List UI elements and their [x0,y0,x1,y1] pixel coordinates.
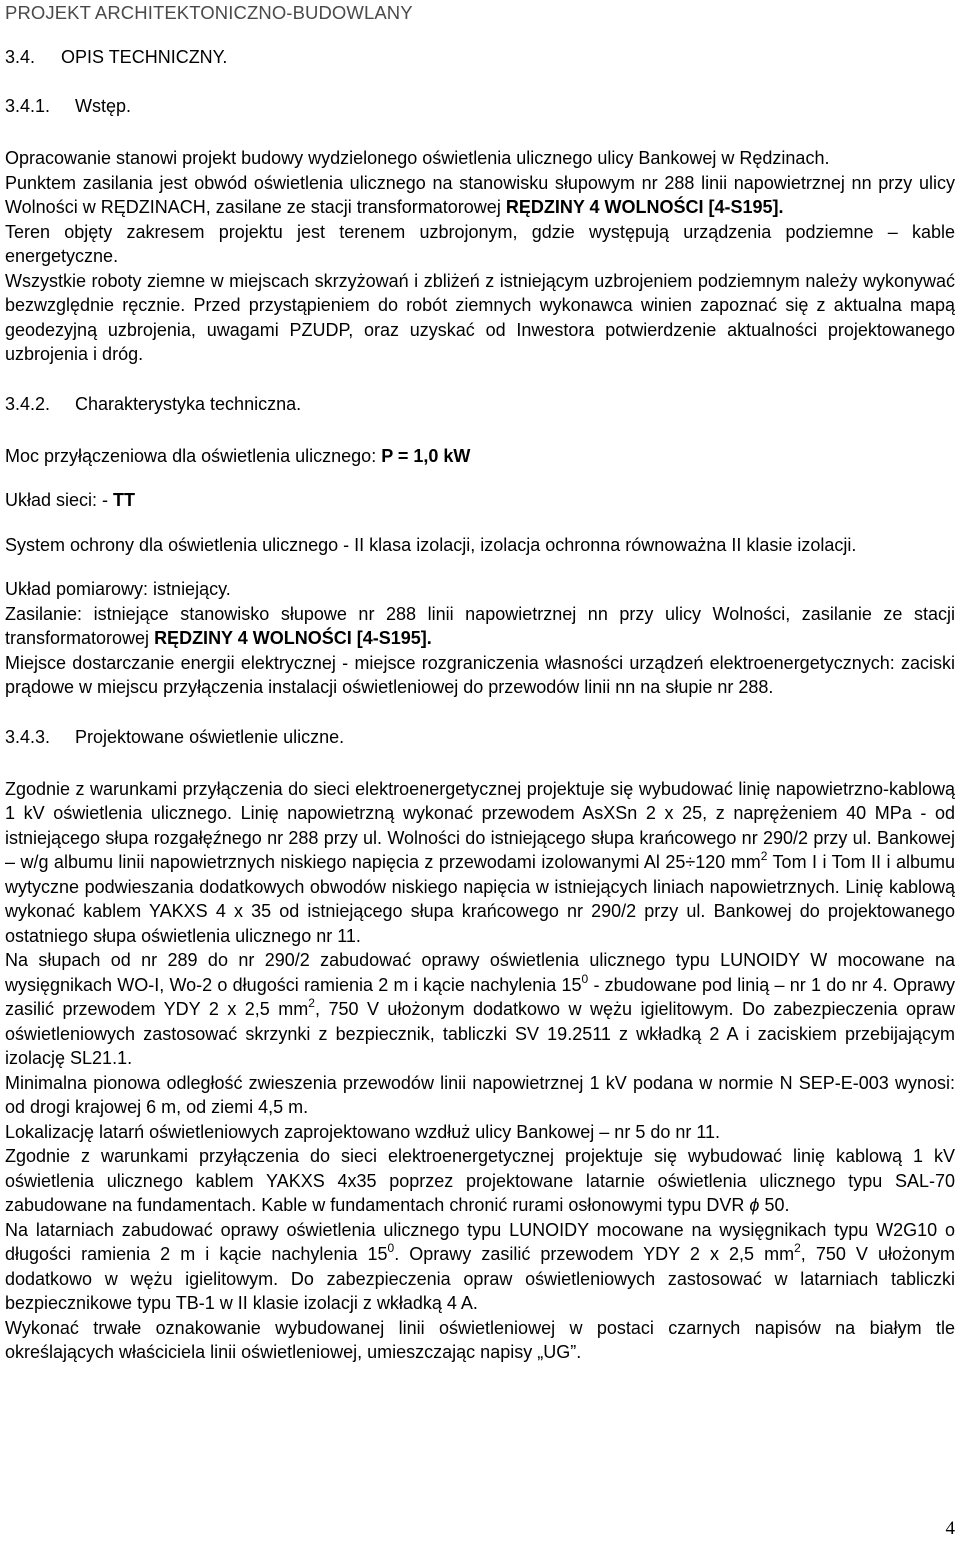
network-label: Układ sieci: - [5,490,114,510]
project-paragraph-2 [5,948,955,1071]
p2-text-c: , 750 V ułożonym dodatkowo w wężu igielitowym. Do zabezpieczenia opraw oświetleniowych zastosować skrzynki z bezpiecznik, tabliczki SV 19.2511 z wkładką 2 A i zaciskiem przebijającym izolację SL21.1. [5,999,956,1068]
project-paragraph-1 [5,777,955,949]
intro-p2-station: RĘDZINY 4 WOLNOŚCI [4-S195]. [505,197,784,217]
section-number: 3.4. [5,47,36,67]
p1-text-a: Zgodnie z warunkami przyłączenia do sieci elektroenergetycznej projektuje się wybudować linię napowietrzno-kablową 1 kV oświetlenia ulicznego. Linię napowietrzną wykonać przewodem AsXSn 2 x 25, z naprężeniem 40 MPa - od istniejącego słupa rozgałęźnego nr 288 przy ul. Wolności do istniejącego słupa krańcowego nr 290/2 przy ul. Bankowej – w/g albumu linii napowietrznych niskiego napięcia z przewodami izolowanymi Al 25 [5,778,955,872]
power-label: Moc przyłączeniowa dla oświetlenia ulicznego: [5,445,382,466]
power-value: P = 1,0 kW [381,445,471,466]
section-title: Projektowane oświetlenie uliczne. [75,726,345,747]
section-heading-3-4 [5,45,955,69]
intro-paragraph-4: Wszystkie roboty ziemne w miejscach skrzyżowań i zbliżeń z istniejącym uzbrojeniem podziemnym należy wykonywać bezwzględnie ręcznie. Przed przystąpieniem do robót ziemnych wykonawca winien zapoznać się z aktualna mapą geodezyjną uzbrojenia, uwagami PZUDP, oraz uzyskać od Inwestora potwierdzenie aktualności projektowanego uzbrojenia i dróg. [5,270,955,364]
network-line [5,488,955,513]
p1-text-c: Tom I i Tom II i albumu wytyczne podwieszania dodatkowych obwodów niskiego napięcia w istniejących liniach napowietrznych. Linię kablową wykonać kablem YAKXS 4 x 35 od istniejącego słupa krańcowego nr 290/2 przy ul. Bankowej do projektowanego ostatniego słupa oświetlenia ulicznego nr 11. [5,852,956,946]
section-heading-3-4-2 [5,392,955,416]
section-number: 3.4.2. [5,393,51,414]
p6-text-c: , 750 V ułożonym dodatkowo w wężu igielitowym. Do zabezpieczenia opraw oświetleniowych zastosować w latarniach tabliczki bezpiecznikowe typu TB-1 w II klasie izolacji z wkładką 4 A. [5,1244,956,1313]
p6-text-b: . Oprawy zasilić przewodem YDY 2 x 2,5 mm [394,1244,795,1264]
intro-paragraph-2 [5,171,955,220]
project-paragraph-6 [5,1218,955,1316]
section-heading-3-4-3 [5,725,955,749]
intro-paragraph-1: Opracowanie stanowi projekt budowy wydzielonego oświetlenia ulicznego ulicy Bankowej w Rędzinach. [5,148,830,168]
supply-text: Zasilanie: istniejące stanowisko słupowe nr 288 linii napowietrznej nn przy ulicy Wolności, zasilanie ze stacji transformatorowej [5,603,955,648]
page-number: 4 [945,1518,955,1539]
project-paragraph-3: Minimalna pionowa odległość zwieszenia przewodów linii napowietrznej 1 kV podana w normie N SEP-E-003 wynosi: od drogi krajowej 6 m, od ziemi 4,5 m. [5,1072,955,1117]
section-heading-3-4-1 [5,94,955,118]
delivery-paragraph: Miejsce dostarczanie energii elektrycznej - miejsce rozgraniczenia własności urządzeń elektroenergetycznych: zaciski prądowe w miejscu przyłączenia instalacji oświetleniowej do przewodów linii nn na słupie nr 288. [5,652,955,697]
p6-superscript-2: 2 [794,1241,801,1255]
p2-superscript-2: 2 [308,996,315,1010]
p5-text-a: Zgodnie z warunkami przyłączenia do sieci elektroenergetycznej projektuje się wybudować linię kablową 1 kV oświetlenia ulicznego kablem YAKXS 4x35 poprzez projektowane latarnie oświetlenia ulicznego typu SAL-70 zabudowane na fundamentach. Kable w fundamentach chronić rurami osłonowymi typu DVR [5,1146,955,1215]
section-title: Wstęp. [75,96,132,116]
running-header: PROJEKT ARCHITEKTONICZNO-BUDOWLANY [5,2,413,23]
p6-superscript: 0 [387,1241,395,1255]
section-number: 3.4.1. [5,96,51,116]
p2-text-b: - zbudowane pod linią – nr 1 do nr 4. Oprawy zasilić przewodem YDY 2 x 2,5 mm [5,974,955,1019]
supply-station: RĘDZINY 4 WOLNOŚCI [4-S195]. [154,628,432,648]
project-paragraph-5 [5,1144,955,1218]
p6-text-a: Na latarniach zabudować oprawy oświetlenia ulicznego typu LUNOIDY mocowane na wysięgnikach typu W2G10 o długości ramienia 2 m i kącie nachylenia 15 [5,1219,955,1264]
intro-p2-text: Punktem zasilania jest obwód oświetlenia ulicznego na stanowisku słupowym nr 288 linii napowietrznej nn przy ulicy Wolności w RĘDZINACH, zasilane ze stacji transformatorowej [5,172,955,217]
p1-divide-sign: ÷ [685,852,696,872]
power-line [5,444,955,469]
intro-paragraph-3: Teren objęty zakresem projektu jest terenem uzbrojonym, gdzie występują urządzenia podziemne – kable energetyczne. [5,221,955,266]
protection-paragraph: System ochrony dla oświetlenia ulicznego - II klasa izolacji, izolacja ochronna równoważna II klasie izolacji. [5,534,857,555]
p5-diameter-symbol: ϕ [749,1195,760,1215]
document-body [5,45,955,1365]
p1-superscript: 2 [760,849,768,863]
section-number: 3.4.3. [5,726,51,747]
p2-superscript: 0 [581,971,589,986]
network-value: TT [113,490,136,510]
project-paragraph-7: Wykonać trwałe oznakowanie wybudowanej linii oświetleniowej w postaci czarnych napisów na białym tle określających właściciela linii oświetleniowej, umieszczając napisy „UG”. [5,1317,955,1362]
supply-paragraph [5,602,955,651]
section-title: OPIS TECHNICZNY. [61,47,228,67]
p2-text-a: Na słupach od nr 289 do nr 290/2 zabudować oprawy oświetlenia ulicznego typu LUNOIDY W mocowane na wysięgnikach WO-I, Wo-2 o długości ramienia 2 m i kącie nachylenia 15 [5,950,955,995]
meter-line: Układ pomiarowy: istniejący. [5,579,231,599]
section-title: Charakterystyka techniczna. [75,393,302,414]
p1-text-b: 120 mm [695,852,761,872]
p5-text-b: 50. [759,1195,790,1215]
project-paragraph-4: Lokalizację latarń oświetleniowych zaprojektowano wzdłuż ulicy Bankowej – nr 5 do nr 11. [5,1121,721,1142]
